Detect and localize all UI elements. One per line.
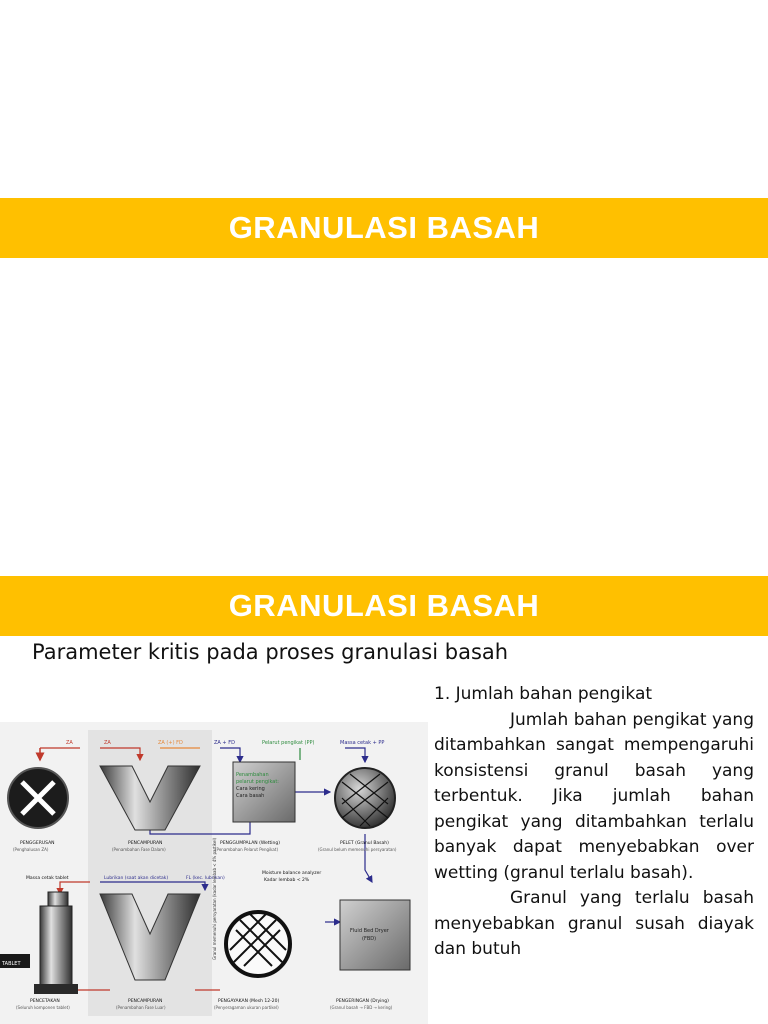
- step-label: PENGGUMPALAN (Wetting): [220, 841, 281, 846]
- diagram-label: Massa cetak tablet: [26, 876, 69, 881]
- paragraph: Granul yang terlalu basah menyebabkan granul susah diayak dan butuh: [434, 888, 754, 959]
- fluid-bed-dryer-icon: [340, 900, 410, 970]
- dryer-label: (FBD): [362, 936, 377, 942]
- wetting-box-icon: [233, 762, 295, 822]
- slide-2: [0, 512, 768, 1024]
- step-note: (Granul basah → FBD → kering): [330, 1005, 393, 1010]
- step-label: PENCETAKAN: [30, 999, 60, 1004]
- step-label: PENGAYAKAN (Mesh 12-20): [218, 999, 280, 1004]
- title-bar: [0, 198, 768, 258]
- step-label: PENCAMPURAN: [128, 841, 163, 846]
- step-note: (Penghalusan ZA): [13, 847, 49, 852]
- process-diagram: [0, 722, 428, 1024]
- sieve-icon: [226, 912, 290, 976]
- step-label: PENGERINGAN (Drying): [336, 999, 389, 1004]
- diagram-label: FL (kec. lubrikan): [186, 876, 225, 881]
- tablet-label: TABLET: [2, 961, 21, 967]
- vertical-note: Granul memenuhi persyaratan (kadar lembab < 4% partikel): [212, 837, 217, 960]
- diagram-label: ZA + FD: [214, 740, 235, 746]
- step-note: (Penambahan Fase Luar): [116, 1005, 166, 1010]
- step-note: (Granul belum memenuhi persyaratan): [318, 847, 397, 852]
- diagram-label: Pelarut pengikat (PP): [262, 740, 315, 746]
- step-note: (Penambahan Fase Dalam): [112, 847, 166, 852]
- step-note: (Penambahan Pelarut Pengikat): [215, 847, 279, 852]
- point-heading: 1. Jumlah bahan pengikat: [434, 684, 653, 704]
- box-text: pelarut pengikat:: [236, 779, 279, 785]
- grinder-icon: [8, 768, 68, 828]
- diagram-label: Kadar lembab < 2%: [264, 878, 310, 883]
- diagram-label: Lubrikan (saat akan dicetak): [104, 876, 169, 881]
- text-column: [434, 682, 754, 963]
- diagram-label: Massa cetak + PP: [340, 740, 385, 746]
- diagram-label: ZA: [66, 740, 73, 746]
- dryer-label: Fluid Bed Dryer: [350, 928, 389, 934]
- slide-title: GRANULASI BASAH: [228, 210, 540, 245]
- diagram-label: Moisture balance analyzer: [262, 871, 322, 876]
- step-note: (Seluruh komponen tablet): [16, 1005, 70, 1010]
- slide-title: GRANULASI BASAH: [228, 588, 540, 623]
- box-text: Cara kering: [236, 786, 265, 792]
- box-text: Penambahan: [236, 772, 269, 778]
- pellet-ball-icon: [335, 768, 395, 828]
- step-label: PENGGERUSAN: [20, 841, 55, 846]
- step-label: PENCAMPURAN: [128, 999, 163, 1004]
- diagram-label: ZA: [104, 740, 111, 746]
- slide-subtitle: Parameter kritis pada proses granulasi basah: [32, 640, 509, 664]
- diagram-label: ZA (+) FD: [158, 740, 183, 746]
- step-label: PELET (Granul Basah): [340, 841, 389, 846]
- paragraph: Jumlah bahan pengikat yang ditambahkan sangat mempengaruhi konsistensi granul basah yang terbentuk. Jika jumlah bahan pengikat yang ditambahkan terlalu banyak dapat menyebabkan over wetting (granul terlalu basah).: [434, 709, 754, 883]
- title-bar: [0, 576, 768, 636]
- step-note: (Penyeragaman ukuran partikel): [214, 1005, 279, 1010]
- box-text: Cara basah: [236, 793, 265, 799]
